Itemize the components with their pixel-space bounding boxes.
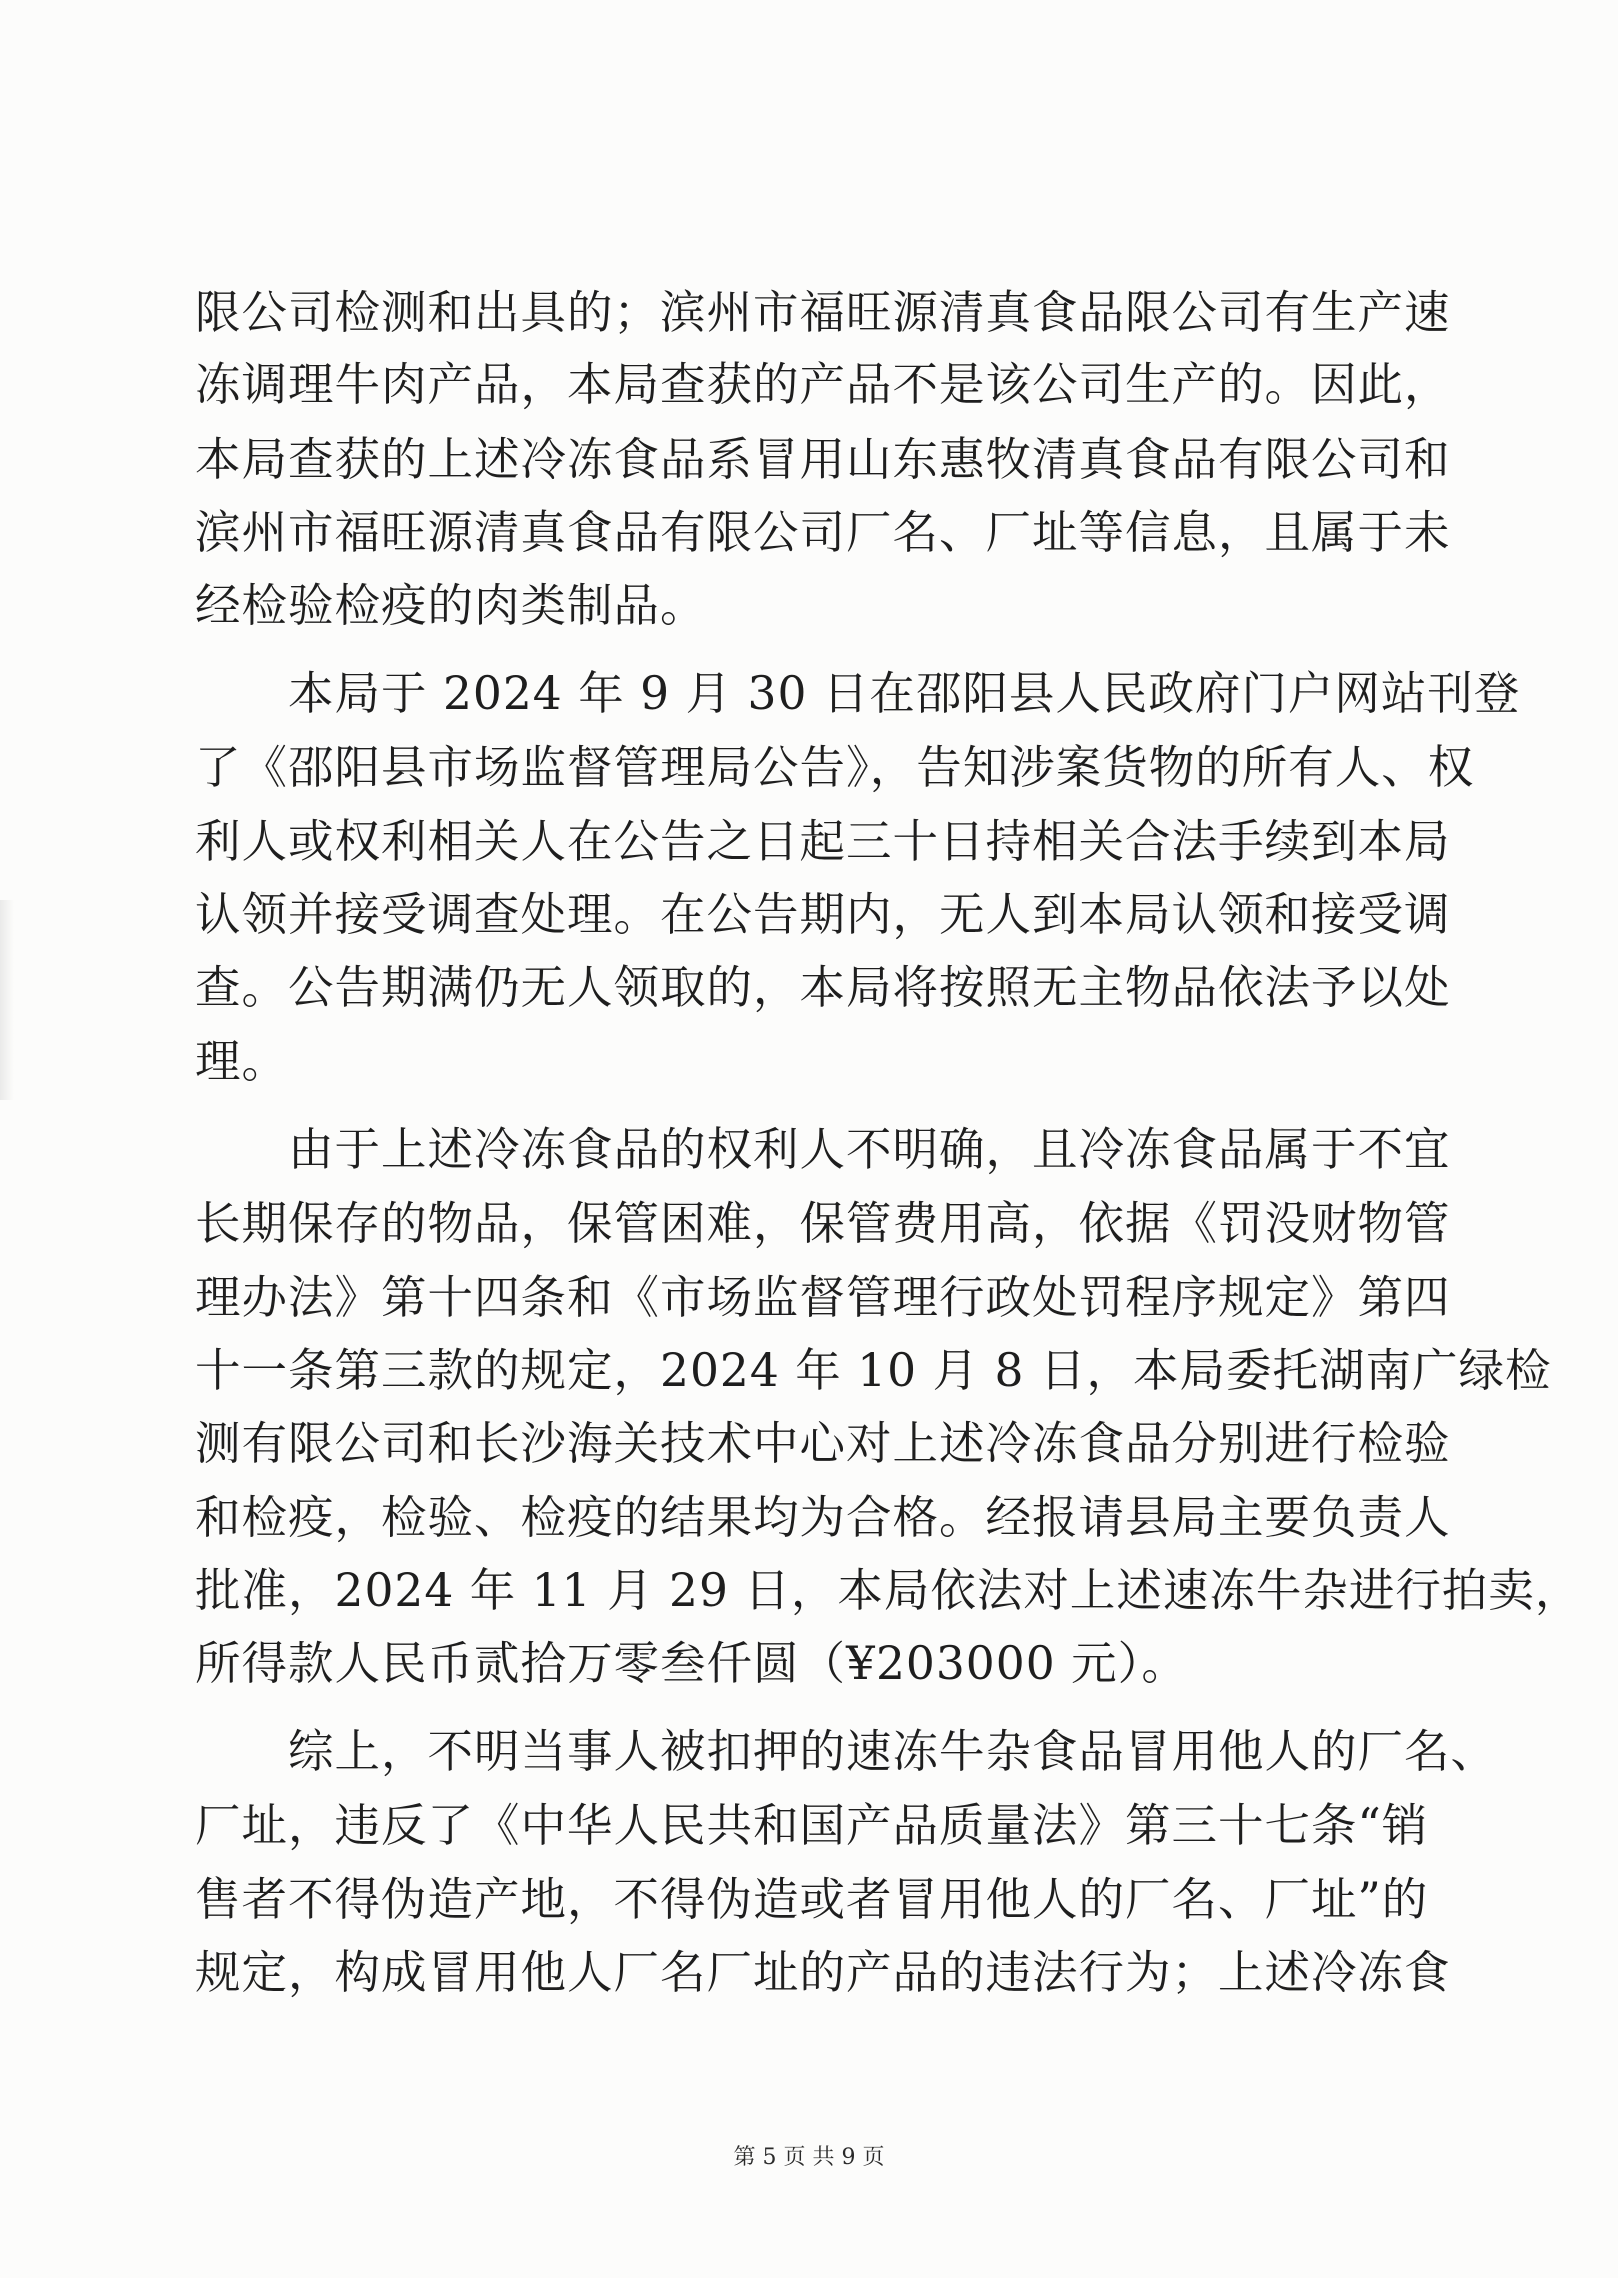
text-line: 由于上述冷冻食品的权利人不明确，且冷冻食品属于不宜 bbox=[195, 1123, 1451, 1176]
text-line: 售者不得伪造产地，不得伪造或者冒用他人的厂名、厂址”的 bbox=[195, 1873, 1429, 1926]
text-line: 所得款人民币贰拾万零叁仟圆（¥203000 元）。 bbox=[195, 1637, 1188, 1690]
text-line: 经检验检疫的肉类制品。 bbox=[195, 579, 707, 632]
text-line: 查。公告期满仍无人领取的，本局将按照无主物品依法予以处 bbox=[195, 961, 1451, 1014]
text-line: 利人或权利相关人在公告之日起三十日持相关合法手续到本局 bbox=[195, 815, 1451, 868]
text-line: 理办法》第十四条和《市场监督管理行政处罚程序规定》第四 bbox=[195, 1271, 1451, 1324]
text-line: 本局于 2024 年 9 月 30 日在邵阳县人民政府门户网站刊登 bbox=[195, 667, 1521, 720]
scan-shadow bbox=[0, 900, 14, 1100]
text-line: 理。 bbox=[195, 1035, 289, 1088]
text-line: 本局查获的上述冷冻食品系冒用山东惠牧清真食品有限公司和 bbox=[195, 433, 1451, 486]
text-line: 滨州市福旺源清真食品有限公司厂名、厂址等信息，且属于未 bbox=[195, 506, 1451, 559]
text-line: 了《邵阳县市场监督管理局公告》，告知涉案货物的所有人、权 bbox=[195, 741, 1475, 794]
text-line: 长期保存的物品，保管困难，保管费用高，依据《罚没财物管 bbox=[195, 1197, 1451, 1250]
text-line: 厂址，违反了《中华人民共和国产品质量法》第三十七条“销 bbox=[195, 1799, 1429, 1852]
text-line: 认领并接受调查处理。在公告期内，无人到本局认领和接受调 bbox=[195, 888, 1451, 941]
text-line: 和检疫，检验、检疫的结果均为合格。经报请县局主要负责人 bbox=[195, 1491, 1451, 1544]
page-number: 第 5 页 共 9 页 bbox=[733, 2145, 885, 2170]
text-line: 测有限公司和长沙海关技术中心对上述冷冻食品分别进行检验 bbox=[195, 1417, 1451, 1470]
text-line: 限公司检测和出具的；滨州市福旺源清真食品限公司有生产速 bbox=[195, 286, 1451, 339]
text-line: 冻调理牛肉产品，本局查获的产品不是该公司生产的。因此， bbox=[195, 358, 1451, 411]
text-line: 综上，不明当事人被扣押的速冻牛杂食品冒用他人的厂名、 bbox=[195, 1725, 1498, 1778]
text-line: 规定，构成冒用他人厂名厂址的产品的违法行为；上述冷冻食 bbox=[195, 1946, 1451, 1999]
text-line: 批准，2024 年 11 月 29 日，本局依法对上述速冻牛杂进行拍卖， bbox=[195, 1564, 1582, 1617]
text-line: 十一条第三款的规定，2024 年 10 月 8 日，本局委托湖南广绿检 bbox=[195, 1344, 1552, 1397]
